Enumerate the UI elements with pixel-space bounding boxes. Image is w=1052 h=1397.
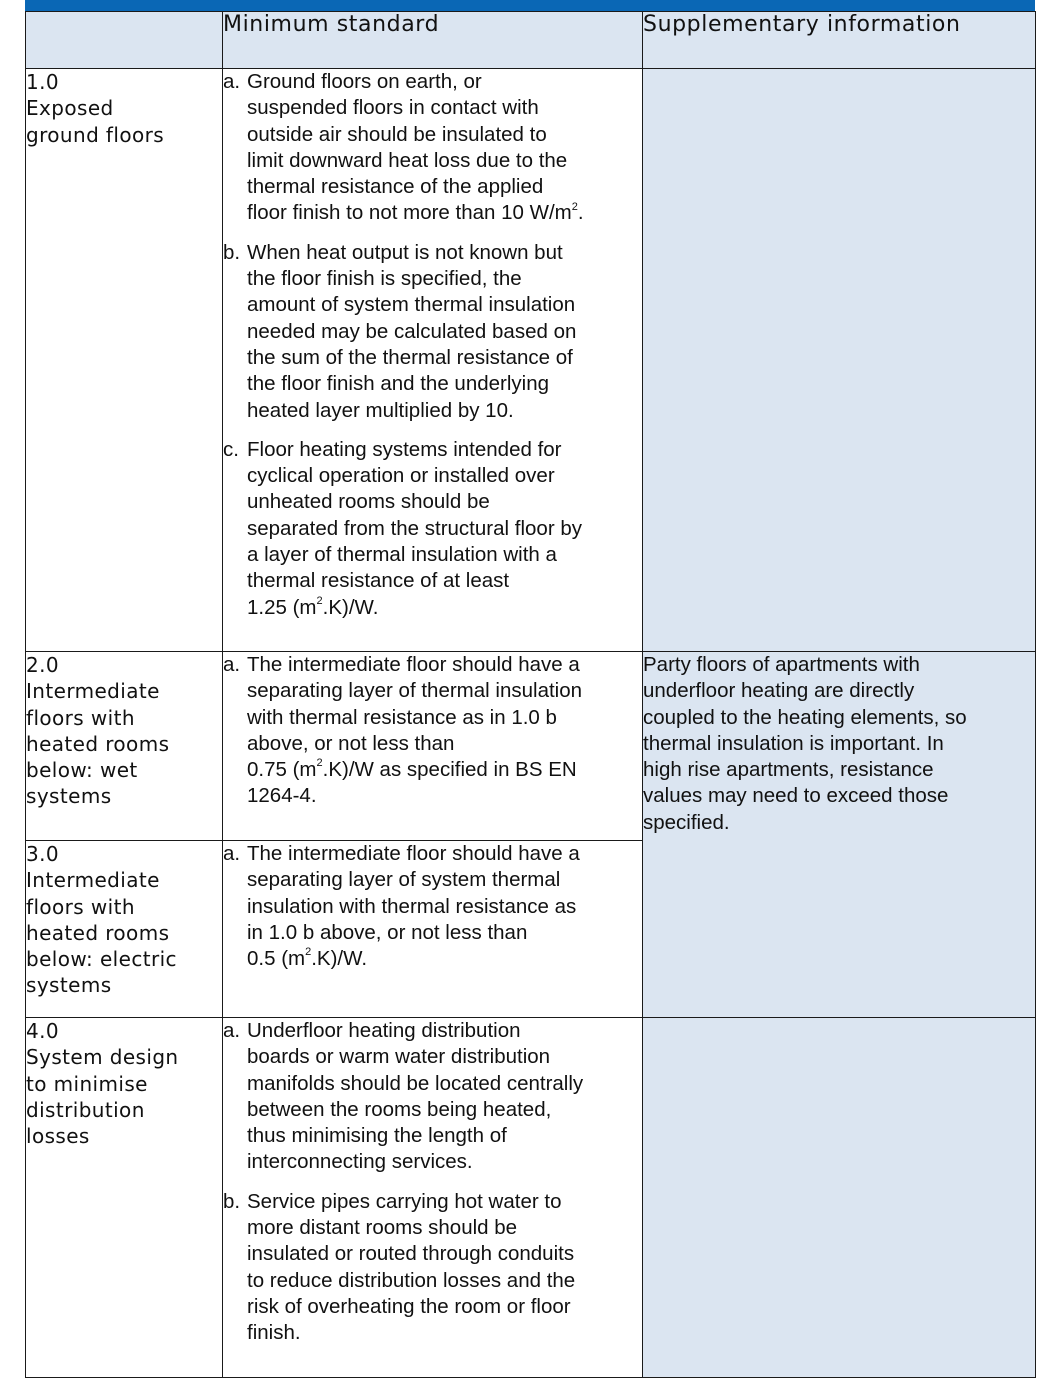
list-item: a. Underfloor heating distribution boards or warm water distribution manifolds should be located centrally between the rooms being heated, thus minimising the length of interconnecting services.: [223, 1019, 584, 1174]
table-row: [26, 652, 1036, 841]
supplementary-cell-party-floors: Party floors of apartments with underfloor heating are directly coupled to the heating elements, so thermal insulation is important. In high rise apartments, resistance values may need to exceed those specified.: [643, 652, 1036, 1018]
list-item: a. The intermediate floor should have a separating layer of thermal insulation with thermal resistance as in 1.0 b above, or not less than 0.75 $(m^2.K)/W$ as specified in BS EN 1264-4.: [223, 653, 583, 808]
header-minimum-standard: Minimum standard: [223, 12, 643, 69]
supplementary-cell: [643, 1018, 1036, 1378]
list-item: b. When heat output is not known but the floor finish is specified, the amount of system thermal insulation needed may be calculated based on the sum of the thermal resistance of the floor finish and the underlying heated layer multiplied by 10.: [223, 240, 577, 422]
table-row: [26, 1018, 1036, 1378]
row-label-exposed-ground-floors: 1.0 Exposed ground floors: [26, 69, 223, 652]
standards-table: [25, 11, 1036, 1378]
row-label-system-design: 4.0 System design to minimise distribution losses: [26, 1018, 223, 1378]
header-accent-bar: [25, 0, 1035, 11]
table-header-row: [26, 12, 1036, 69]
table-row: [26, 69, 1036, 652]
header-blank-cell: [26, 12, 223, 69]
list-item: c. Floor heating systems intended for cyclical operation or installed over unheated rooms should be separated from the structural floor by a layer of thermal insulation with a thermal resistance of at least 1.25 $(m^2.K)/W$.: [223, 437, 582, 619]
supplementary-cell: [643, 69, 1036, 652]
minimum-standard-cell: [223, 69, 643, 652]
list-item: a. The intermediate floor should have a separating layer of system thermal insulation with thermal resistance as in 1.0 b above, or not less than 0.5 $(m^2.K)/W$.: [223, 842, 580, 971]
minimum-standard-cell: [223, 652, 643, 841]
minimum-standard-cell: [223, 841, 643, 1018]
row-label-intermediate-floors-electric: 3.0 Intermediate floors with heated rooms below: electric systems: [26, 841, 223, 1018]
list-item: a. Ground floors on earth, or suspended floors in contact with outside air should be insulated to limit downward heat loss due to the thermal resistance of the applied floor finish to not more than 10 $W/m^2$.: [223, 70, 584, 225]
header-supplementary-information: Supplementary information: [643, 12, 1036, 69]
list-item: b. Service pipes carrying hot water to more distant rooms should be insulated or routed through conduits to reduce distribution losses and the risk of overheating the room or floor finish.: [223, 1189, 576, 1345]
minimum-standard-cell: [223, 1018, 643, 1378]
row-label-intermediate-floors-wet: 2.0 Intermediate floors with heated rooms below: wet systems: [26, 652, 223, 841]
